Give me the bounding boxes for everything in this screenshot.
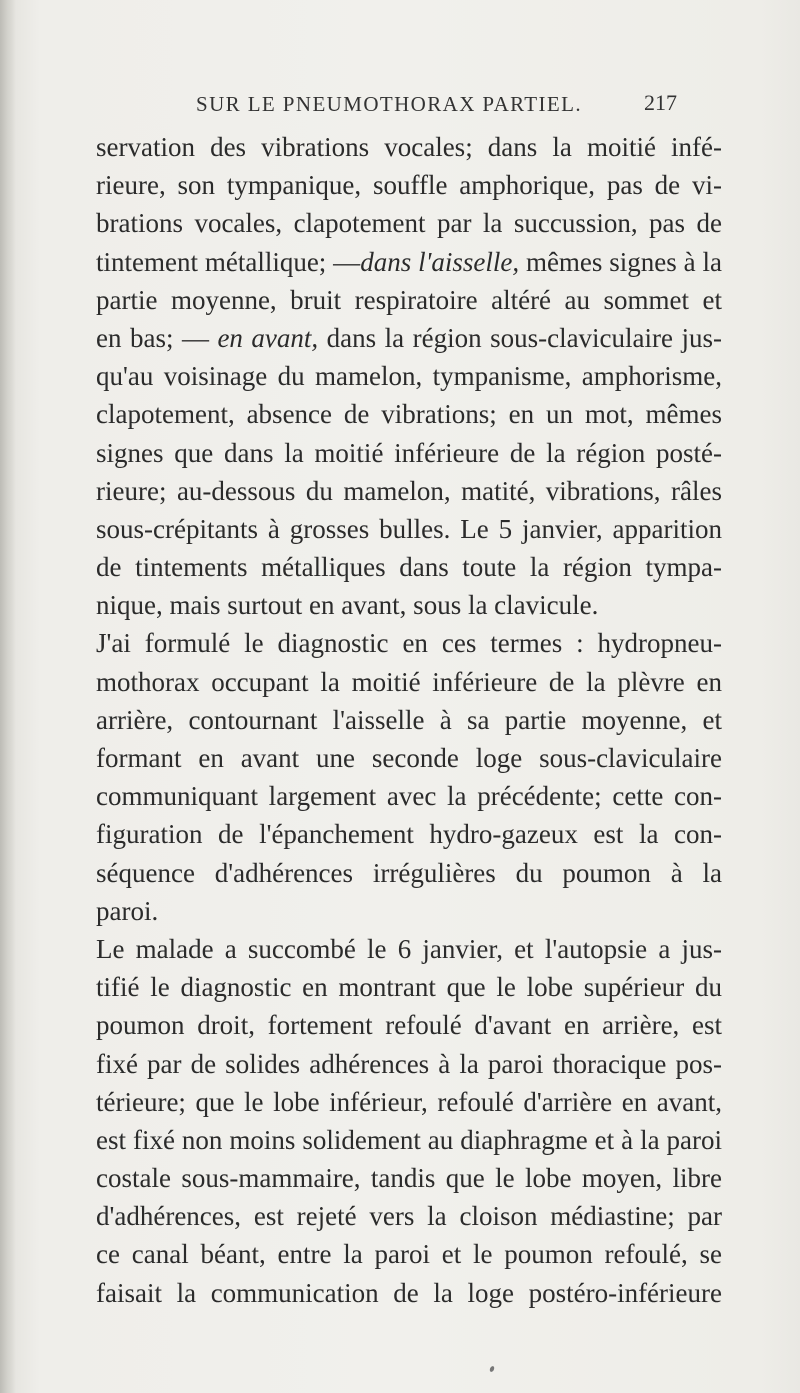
- text-line: clapotement, absence de vibrations; en un mot, mêmes: [96, 399, 722, 430]
- text-segment: en bas; —: [96, 322, 218, 353]
- text-line: qu'au voisinage du mamelon, tympanisme, amphorisme,: [96, 361, 722, 392]
- text-line: [96, 243, 722, 281]
- text-line: J'ai formulé le diagnostic en ces termes : hydropneu-: [96, 628, 722, 659]
- text-segment: mêmes signes à la: [519, 246, 722, 277]
- paper-speck: [489, 1365, 495, 1372]
- text-segment: dans la région sous-claviculaire jus-: [318, 322, 722, 353]
- italic-text: en avant,: [217, 322, 319, 353]
- text-line: ce canal béant, entre la paroi et le poumon refoulé, se: [96, 1239, 722, 1270]
- text-line: rieure, son tympanique, souffle amphorique, pas de vi-: [96, 170, 722, 201]
- text-line: arrière, contournant l'aisselle à sa partie moyenne, et: [96, 704, 722, 735]
- text-line: servation des vibrations vocales; dans la moitié infé-: [96, 132, 722, 162]
- text-segment: tintement métallique; —: [96, 246, 361, 277]
- italic-text: dans l'aisselle,: [360, 246, 520, 277]
- text-line: [96, 319, 722, 357]
- text-line: brations vocales, clapotement par la succussion, pas de: [96, 208, 722, 239]
- text-line: rieure; au-dessous du mamelon, matité, vibrations, râles: [96, 475, 722, 506]
- text-line: d'adhérences, est rejeté vers la cloison médiastine; par: [96, 1201, 722, 1232]
- text-line: formant en avant une seconde loge sous-claviculaire: [96, 743, 722, 773]
- text-line: de tintements métalliques dans toute la région tympa-: [96, 552, 722, 583]
- text-line: tifié le diagnostic en montrant que le lobe supérieur du: [96, 972, 722, 1003]
- text-line: térieure; que le lobe inférieur, refoulé d'arrière en avant,: [96, 1086, 722, 1117]
- text-line: costale sous-mammaire, tandis que le lobe moyen, libre: [96, 1163, 722, 1194]
- running-head: SUR LE PNEUMOTHORAX PARTIEL.: [196, 92, 583, 116]
- text-line: partie moyenne, bruit respiratoire altéré au sommet et: [96, 284, 722, 315]
- text-line: poumon droit, fortement refoulé d'avant en arrière, est: [96, 1010, 722, 1041]
- text-line: mothorax occupant la moitié inférieure de la plèvre en: [96, 666, 722, 697]
- text-line: signes que dans la moitié inférieure de la région posté-: [96, 437, 722, 468]
- text-line: paroi.: [96, 895, 159, 926]
- text-line: communiquant largement avec la précédente; cette con-: [96, 781, 722, 812]
- body-text: [96, 128, 722, 1312]
- text-line: figuration de l'épanchement hydro-gazeux est la con-: [96, 819, 722, 850]
- text-line: Le malade a succombé le 6 janvier, et l'autopsie a jus-: [96, 933, 722, 964]
- text-line: faisait la communication de la loge postéro-inférieure: [96, 1277, 722, 1308]
- text-line: est fixé non moins solidement au diaphragme et à la paroi: [96, 1124, 722, 1155]
- text-line: nique, mais surtout en avant, sous la clavicule.: [96, 590, 599, 621]
- page-number: 217: [644, 90, 677, 115]
- page-binding-edge: [0, 0, 16, 1393]
- text-line: séquence d'adhérences irrégulières du poumon à la: [96, 857, 722, 888]
- text-line: sous-crépitants à grosses bulles. Le 5 janvier, apparition: [96, 513, 722, 544]
- text-line: fixé par de solides adhérences à la paroi thoracique pos-: [96, 1048, 722, 1079]
